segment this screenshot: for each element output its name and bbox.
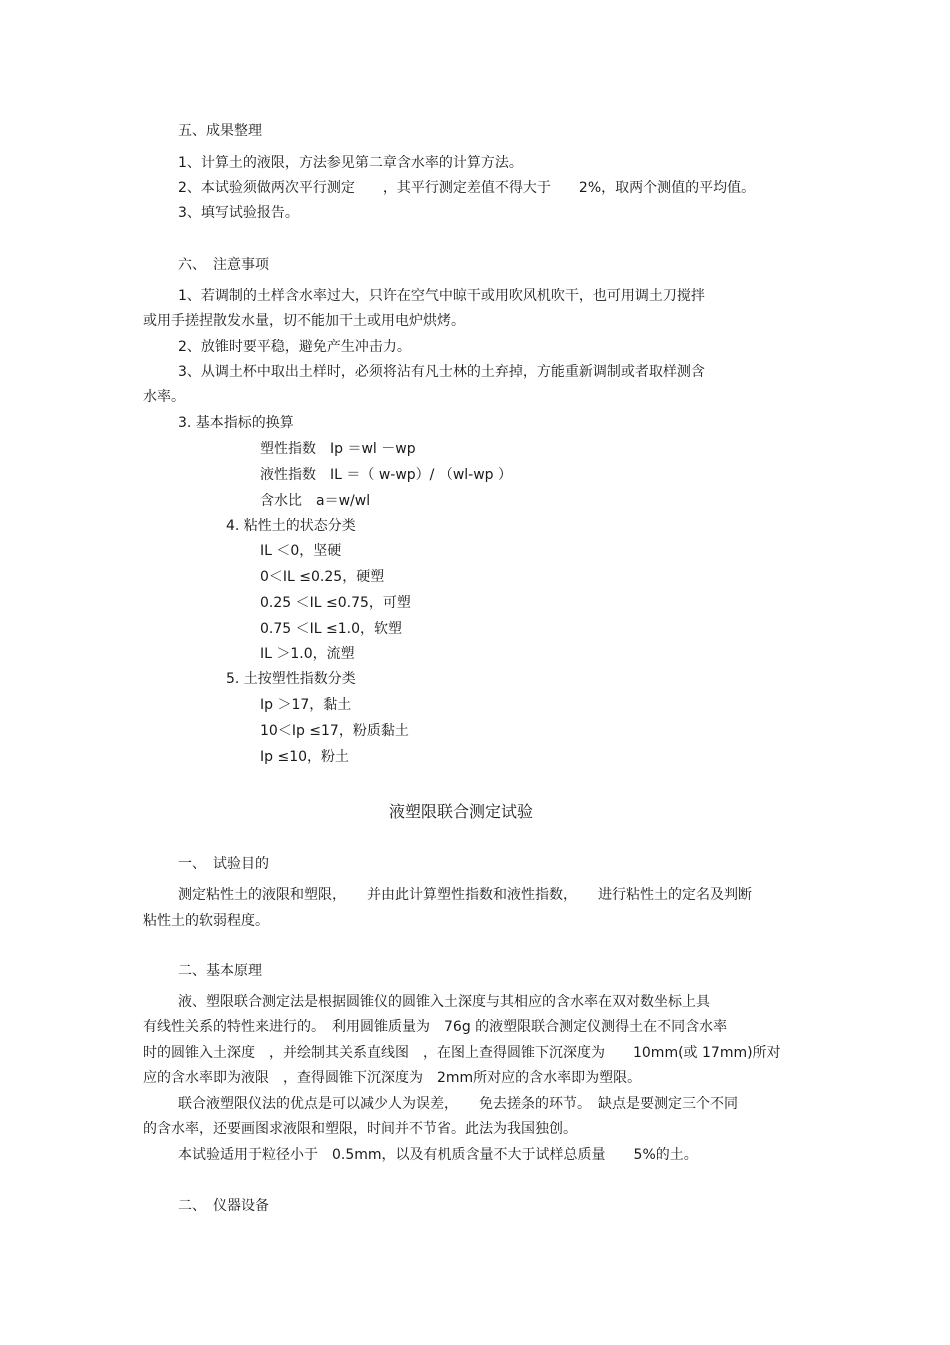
paragraph-line: 联合液塑限仪法的优点是可以减少人为误差， 免去搓条的环节。 缺点是要测定三个不同 xyxy=(178,1096,738,1112)
paragraph-line: 的含水率，还要画图求液限和塑限，时间并不节省。此法为我国独创。 xyxy=(143,1121,577,1137)
section-heading: 五、成果整理 xyxy=(178,123,262,139)
formula: 液性指数 IL ＝（ w-wp）/ （wl-wp ） xyxy=(260,467,513,483)
paragraph-line: 粘性土的软弱程度。 xyxy=(143,913,269,929)
classification-item: Ip ＞17，黏土 xyxy=(260,697,352,713)
paragraph-line: 本试验适用于粒径小于 0.5mm，以及有机质含量不大于试样总质量 5%的土。 xyxy=(178,1147,698,1163)
formula: 含水比 a＝w/wl xyxy=(260,493,371,509)
list-item: 2、放锥时要平稳，避免产生冲击力。 xyxy=(178,339,411,355)
list-item-continuation: 水率。 xyxy=(143,389,185,405)
list-item: 3、填写试验报告。 xyxy=(178,205,299,221)
subsection-heading: 3. 基本指标的换算 xyxy=(178,415,294,431)
list-item: 2、本试验须做两次平行测定 ，其平行测定差值不得大于 2%，取两个测值的平均值。 xyxy=(178,180,756,196)
paragraph-line: 有线性关系的特性来进行的。 利用圆锥质量为 76g 的液塑限联合测定仪测得土在不同含水率 xyxy=(143,1019,728,1035)
paragraph-line: 测定粘性土的液限和塑限， 并由此计算塑性指数和液性指数， 进行粘性土的定名及判断 xyxy=(178,887,752,903)
subsection-heading: 5. 土按塑性指数分类 xyxy=(226,671,356,687)
formula: 塑性指数 Ip ＝wl －wp xyxy=(260,441,416,457)
paragraph-line: 应的含水率即为液限 ，查得圆锥下沉深度为 2mm所对应的含水率即为塑限。 xyxy=(143,1070,642,1086)
section-heading: 二、基本原理 xyxy=(178,963,262,979)
classification-item: 10＜Ip ≤17，粉质黏土 xyxy=(260,723,409,739)
classification-item: IL ＜0，坚硬 xyxy=(260,543,342,559)
list-item: 3、从调土杯中取出土样时，必须将沾有凡士林的土弃掉，方能重新调制或者取样测含 xyxy=(178,364,705,380)
subsection-heading: 4. 粘性土的状态分类 xyxy=(226,518,356,534)
section-heading: 一、 试验目的 xyxy=(178,856,269,872)
classification-item: 0.75 ＜IL ≤1.0，软塑 xyxy=(260,621,402,637)
list-item-continuation: 或用手搓捏散发水量，切不能加干土或用电炉烘烤。 xyxy=(143,313,465,329)
section-heading: 六、 注意事项 xyxy=(178,257,269,273)
list-item: 1、计算土的液限，方法参见第二章含水率的计算方法。 xyxy=(178,155,523,171)
classification-item: IL ＞1.0，流塑 xyxy=(260,646,355,662)
document-title: 液塑限联合测定试验 xyxy=(389,802,534,821)
classification-item: 0.25 ＜IL ≤0.75，可塑 xyxy=(260,595,411,611)
classification-item: 0＜IL ≤0.25，硬塑 xyxy=(260,569,385,585)
paragraph-line: 液、塑限联合测定法是根据圆锥仪的圆锥入土深度与其相应的含水率在双对数坐标上具 xyxy=(178,994,710,1010)
section-heading: 二、 仪器设备 xyxy=(178,1198,269,1214)
paragraph-line: 时的圆锥入土深度 ，并绘制其关系直线图 ，在图上查得圆锥下沉深度为 10mm(或 17mm)所对 xyxy=(143,1045,781,1061)
classification-item: Ip ≤10，粉土 xyxy=(260,749,350,765)
list-item: 1、若调制的土样含水率过大，只许在空气中晾干或用吹风机吹干，也可用调土刀搅拌 xyxy=(178,288,705,304)
